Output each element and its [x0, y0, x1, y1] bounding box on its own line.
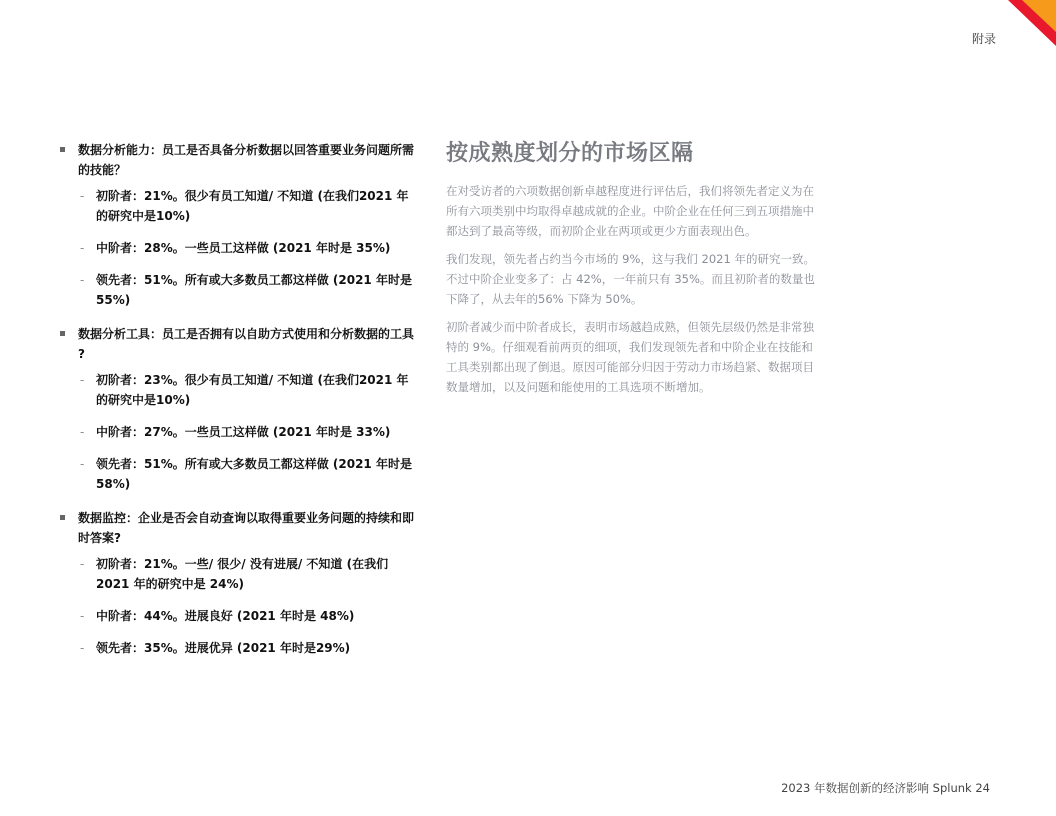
level-item [78, 186, 418, 226]
dash-icon: - [80, 241, 85, 255]
level-text: 领先者：51%。所有或大多数员工都这样做 (2021 年时是 58%) [96, 457, 412, 491]
dash-icon: - [80, 373, 85, 387]
level-item [78, 454, 418, 494]
level-text: 领先者：51%。所有或大多数员工都这样做 (2021 年时是 55%) [96, 273, 412, 307]
corner-accent-graphic [1008, 0, 1056, 46]
criteria-list [58, 140, 418, 672]
level-item [78, 554, 418, 594]
level-text: 中阶者：28%。一些员工这样做 (2021 年时是 35%) [96, 241, 391, 255]
criterion-item [58, 508, 418, 658]
bullet-square-icon [60, 331, 65, 336]
dash-icon: - [80, 425, 85, 439]
market-segment-section [446, 136, 816, 405]
level-text: 初阶者：21%。很少有员工知道/ 不知道 (在我们2021 年的研究中是10%) [96, 189, 409, 223]
level-item [78, 238, 418, 258]
dash-icon: - [80, 189, 85, 203]
level-item [78, 638, 418, 658]
body-paragraph: 初阶者减少而中阶者成长，表明市场越趋成熟，但领先层级仍然是非常独特的 9%。仔细观看前两页的细项，我们发现领先者和中阶企业在技能和工具类别都出现了倒退。原因可能部分归因于劳动力市场趋紧、数据项目数量增加，以及问题和能使用的工具选项不断增加。 [446, 320, 814, 394]
level-text: 中阶者：44%。进展良好 (2021 年时是 48%) [96, 609, 355, 623]
level-item [78, 270, 418, 310]
dash-icon: - [80, 273, 85, 287]
body-paragraph: 在对受访者的六项数据创新卓越程度进行评估后，我们将领先者定义为在所有六项类别中均取得卓越成就的企业。中阶企业在任何三到五项措施中都达到了最高等级，而初阶企业在两项或更少方面表现出色。 [446, 184, 814, 238]
level-item [78, 422, 418, 442]
page-footer: 2023 年数据创新的经济影响 Splunk 24 [781, 781, 990, 795]
bullet-square-icon [60, 515, 65, 520]
level-text: 中阶者：27%。一些员工这样做 (2021 年时是 33%) [96, 425, 391, 439]
section-label: 附录 [971, 32, 996, 46]
section-title: 按成熟度划分的市场区隔 [446, 141, 694, 166]
dash-icon: - [80, 557, 85, 571]
dash-icon: - [80, 457, 85, 471]
criterion-question: 数据分析工具：员工是否拥有以自助方式使用和分析数据的工具 ? [78, 327, 415, 361]
level-item [78, 606, 418, 626]
criterion-question: 数据分析能力：员工是否具备分析数据以回答重要业务问题所需的技能？ [78, 143, 415, 177]
level-text: 领先者：35%。进展优异 (2021 年时是29%) [96, 641, 351, 655]
level-text: 初阶者：23%。很少有员工知道/ 不知道 (在我们2021 年的研究中是10%) [96, 373, 409, 407]
criterion-item [58, 324, 418, 494]
dash-icon: - [80, 641, 85, 655]
bullet-square-icon [60, 147, 65, 152]
level-item [78, 370, 418, 410]
criterion-item [58, 140, 418, 310]
dash-icon: - [80, 609, 85, 623]
criterion-question: 数据监控：企业是否会自动查询以取得重要业务问题的持续和即时答案? [78, 511, 415, 545]
body-paragraph: 我们发现，领先者占约当今市场的 9%，这与我们 2021 年的研究一致。不过中阶企业变多了：占 42%，一年前只有 35%。而且初阶者的数量也下降了，从去年的56% 下降为 50%。 [446, 252, 815, 306]
level-text: 初阶者：21%。一些/ 很少/ 没有进展/ 不知道 (在我们 2021 年的研究中是 24%) [96, 557, 389, 591]
